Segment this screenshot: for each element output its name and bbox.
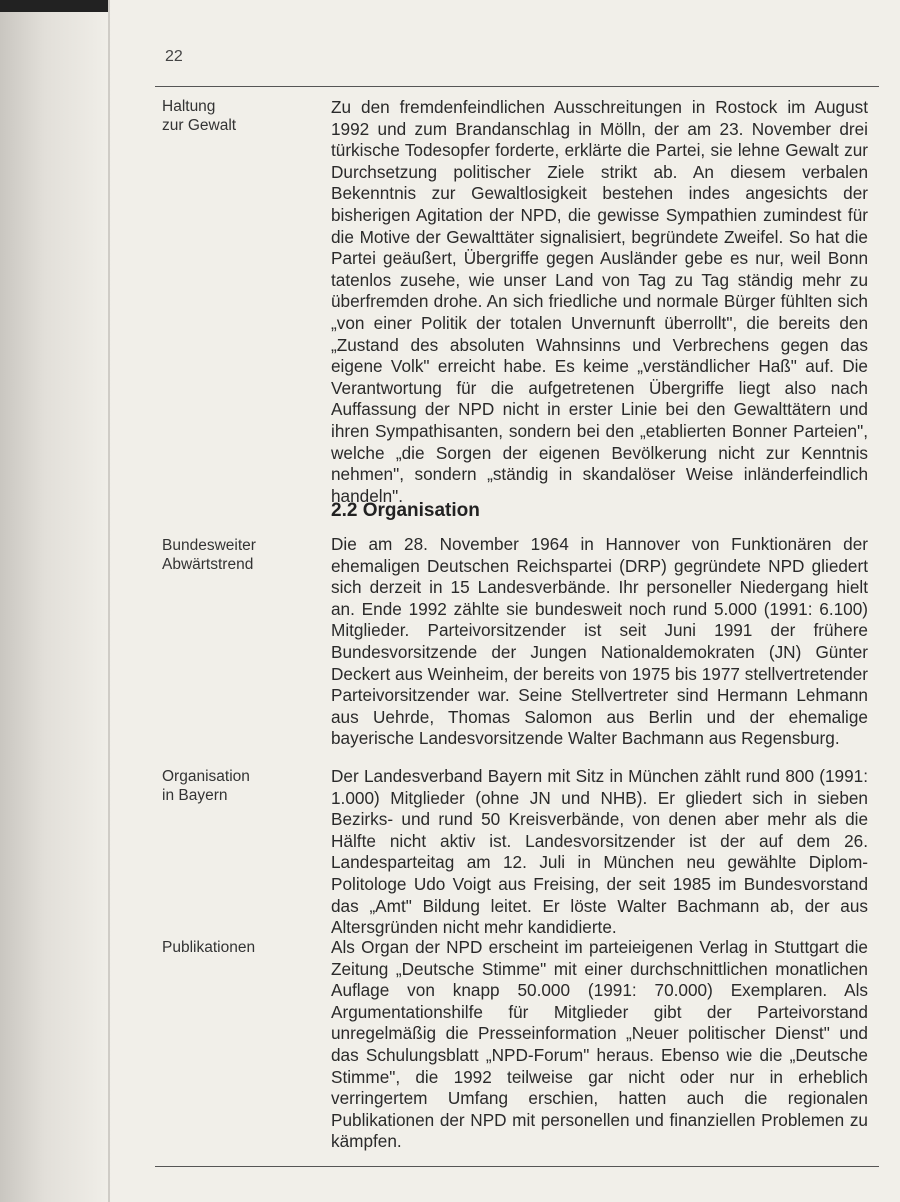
binding-edge: [108, 0, 110, 1202]
bottom-rule: [155, 1166, 879, 1167]
paragraph-abwaertstrend: Die am 28. November 1964 in Hannover von Funktionären der ehemaligen Deutschen Reichspartei (DRP) gegründete NPD gliedert sich derzeit in 15 Landesverbände. Ihr personeller Niedergang hielt an. Ende 1992 zählte sie bundesweit noch rund 5.000 (1991: 6.100) Mitglieder. Parteivorsitzender ist seit Juni 1991 der frühere Bundesvorsitzende der Jungen Nationaldemokraten (JN) Günter Deckert aus Weinheim, der bereits von 1975 bis 1977 stellvertretender Parteivorsitzender war. Seine Stellvertreter sind Hermann Lehmann aus Uehrde, Thomas Salomon aus Berlin und der ehemalige bayerische Landesvorsitzende Walter Bachmann aus Regensburg.: [331, 534, 868, 749]
binding-dark-strip: [0, 0, 110, 12]
section-heading: 2.2 Organisation: [331, 500, 480, 521]
margin-label-abwaertstrend: Bundesweiter Abwärtstrend: [162, 537, 256, 573]
paragraph-publikationen: Als Organ der NPD erscheint im parteieigenen Verlag in Stuttgart die Zeitung „Deutsche Stimme" mit einer durchschnittlichen monatlichen Auflage von knapp 50.000 (1991: 70.000) Exemplaren. Als Argumentationshilfe für Mitglieder gibt der Parteivorstand unregelmäßig die Presseinformation „Neuer politischer Dienst" und das Schulungsblatt „NPD-Forum" heraus. Ebenso wie die „Deutsche Stimme", die 1992 teilweise gar nicht oder nur in erheblich verringertem Umfang erschien, hatten auch die regionalen Publikationen der NPD mit personellen und finanziellen Problemen zu kämpfen.: [331, 937, 868, 1152]
margin-label-haltung: Haltung zur Gewalt: [162, 98, 237, 134]
paragraph-bayern: Der Landesverband Bayern mit Sitz in München zählt rund 800 (1991: 1.000) Mitglieder (ohne JN und NHB). Er gliedert sich in sieben Bezirks- und rund 50 Kreisverbände, von denen aber mehr als die Hälfte nicht aktiv ist. Landesvorsitzender ist der auf dem 26. Landesparteitag am 12. Juli in München neu gewählte Diplom-Politologe Udo Voigt aus Freising, der seit 1985 im Bundesvorstand das „Amt" Bildung leitet. Er löste Walter Bachmann ab, der aus Altersgründen nicht mehr kandidierte.: [331, 766, 868, 938]
margin-label-bayern: Organisation in Bayern: [162, 768, 250, 804]
page-number: 22: [165, 48, 183, 65]
paragraph-haltung-zur-gewalt: Zu den fremdenfeindlichen Ausschreitungen in Rostock im August 1992 und zum Brandanschlag in Mölln, der am 23. November drei türkische Todesopfer forderte, erklärte die Partei, sie lehne Gewalt zur Durchsetzung politischer Ziele strikt ab. An diesem verbalen Bekenntnis zur Gewaltlosigkeit bestehen indes angesichts der bisherigen Agitation der NPD, die gewisse Sympathien zumindest für die Motive der Gewalttäter signalisiert, begründete Zweifel. So hat die Partei geäußert, Übergriffe gegen Ausländer gebe es nur, weil Bonn tatenlos zusehe, wie unser Land von Tag zu Tag ständig mehr zu überfremden drohe. An sich friedliche und normale Bürger fühlten sich „von einer Politik der totalen Unvernunft überrollt", die bereits den „Zustand des absoluten Wahnsinns und Verbrechens gegen das eigene Volk" erreicht habe. Es keime „verständlicher Haß" auf. Die Verantwortung für die aufgetretenen Übergriffe liegt also nach Auffassung der NPD nicht in erster Linie bei den Gewalttätern und ihren Sympathisanten, sondern bei den „etablierten Bonner Parteien", welche „die Sorgen der eigenen Bevölkerung nicht zur Kenntnis nehmen", sondern „ständig in skandalöser Weise inländerfeindlich handeln".: [331, 97, 868, 506]
book-binding-shadow: [0, 0, 112, 1202]
top-rule: [155, 86, 879, 87]
margin-label-publikationen: Publikationen: [162, 939, 256, 956]
